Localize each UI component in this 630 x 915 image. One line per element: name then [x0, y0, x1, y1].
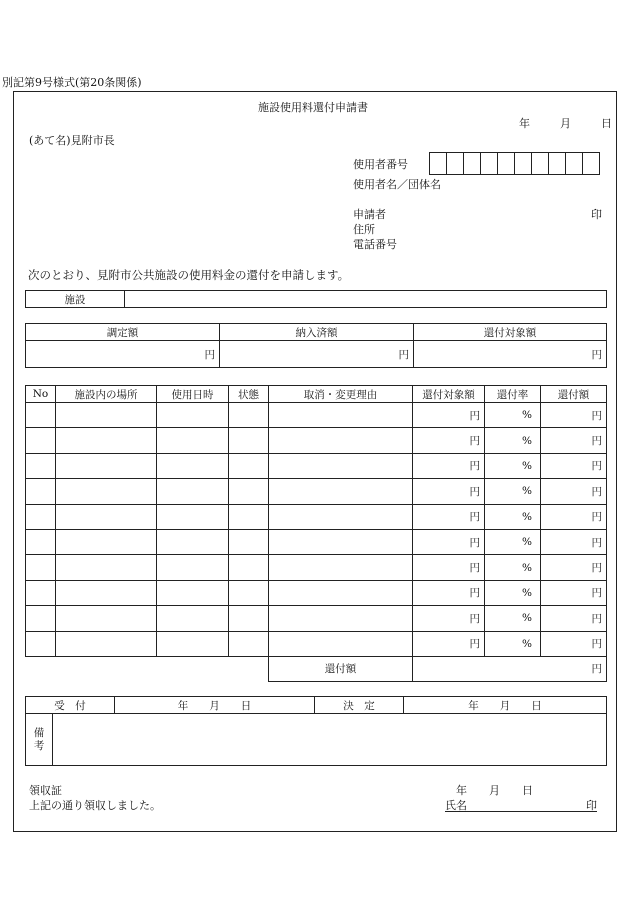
detail-refundable-cell[interactable] [413, 529, 485, 554]
detail-refund-cell[interactable] [541, 453, 607, 478]
applicant-label: 申請者 [353, 208, 386, 221]
detail-refund-cell[interactable] [541, 428, 607, 453]
decision-date[interactable]: 年 月 日 [404, 697, 607, 714]
detail-status-cell[interactable] [229, 479, 269, 504]
detail-refund-cell[interactable] [541, 555, 607, 580]
detail-refundable-cell[interactable] [413, 580, 485, 605]
detail-row [26, 631, 607, 656]
yen-unit: 円 [469, 485, 480, 498]
facility-label: 施設 [26, 291, 125, 308]
detail-rate-cell[interactable] [485, 428, 541, 453]
statement: 次のとおり、見附市公共施設の使用料金の還付を申請します。 [28, 268, 350, 282]
summary-header-assessed: 調定額 [26, 324, 220, 341]
detail-header-reason: 取消・変更理由 [269, 386, 413, 403]
yen-unit: 円 [469, 511, 480, 524]
detail-row [26, 453, 607, 478]
form-title: 施設使用料還付申請書 [258, 101, 368, 114]
detail-location-cell[interactable] [56, 606, 157, 631]
detail-header-refund: 還付額 [541, 386, 607, 403]
detail-status-cell[interactable] [229, 606, 269, 631]
yen-unit: 円 [591, 460, 602, 473]
detail-reason-cell[interactable] [269, 479, 413, 504]
yen-unit: 円 [469, 536, 480, 549]
detail-reason-cell[interactable] [269, 453, 413, 478]
detail-rate-cell[interactable] [485, 606, 541, 631]
detail-datetime-cell[interactable] [157, 428, 229, 453]
detail-location-cell[interactable] [56, 580, 157, 605]
detail-reason-cell[interactable] [269, 403, 413, 428]
detail-location-cell[interactable] [56, 428, 157, 453]
detail-rate-cell[interactable] [485, 555, 541, 580]
yen-unit: 円 [591, 435, 602, 448]
addressee: (あて名)見附市長 [29, 134, 115, 147]
detail-datetime-cell[interactable] [157, 403, 229, 428]
percent-unit: % [522, 561, 532, 574]
detail-row [26, 606, 607, 631]
summary-refundable-input[interactable] [414, 341, 607, 368]
detail-location-cell[interactable] [56, 529, 157, 554]
detail-refund-cell[interactable] [541, 479, 607, 504]
detail-refund-cell[interactable] [541, 403, 607, 428]
detail-no-cell[interactable] [26, 631, 56, 656]
user-number-digit[interactable] [464, 153, 481, 174]
detail-rate-cell[interactable] [485, 580, 541, 605]
summary-paid-input[interactable] [220, 341, 414, 368]
detail-refund-cell[interactable] [541, 606, 607, 631]
detail-header-refundable: 還付対象額 [413, 386, 485, 403]
detail-datetime-cell[interactable] [157, 631, 229, 656]
yen-unit: 円 [469, 562, 480, 575]
percent-unit: % [522, 586, 532, 599]
detail-rate-cell[interactable] [485, 504, 541, 529]
user-number-digit[interactable] [430, 153, 447, 174]
facility-table [25, 290, 607, 308]
percent-unit: % [522, 637, 532, 650]
detail-datetime-cell[interactable] [157, 606, 229, 631]
detail-refundable-cell[interactable] [413, 428, 485, 453]
summary-table [25, 323, 607, 368]
detail-location-cell[interactable] [56, 631, 157, 656]
detail-datetime-cell[interactable] [157, 555, 229, 580]
detail-refund-cell[interactable] [541, 580, 607, 605]
yen-unit: 円 [591, 536, 602, 549]
user-number-digit[interactable] [515, 153, 532, 174]
percent-unit: % [522, 510, 532, 523]
detail-rate-cell[interactable] [485, 453, 541, 478]
detail-refund-cell[interactable] [541, 529, 607, 554]
receipt-date: 年 月 日 [456, 784, 533, 797]
user-number-digit[interactable] [447, 153, 464, 174]
detail-status-cell[interactable] [229, 453, 269, 478]
detail-refundable-cell[interactable] [413, 403, 485, 428]
detail-no-cell[interactable] [26, 606, 56, 631]
detail-header-no: No [26, 386, 56, 403]
detail-no-cell[interactable] [26, 479, 56, 504]
receipt-title: 領収証 [29, 784, 62, 797]
user-name-label: 使用者名／団体名 [353, 178, 441, 191]
detail-no-cell[interactable] [26, 555, 56, 580]
yen-unit: 円 [591, 638, 602, 651]
detail-row [26, 580, 607, 605]
detail-reason-cell[interactable] [269, 504, 413, 529]
detail-status-cell[interactable] [229, 403, 269, 428]
detail-refundable-cell[interactable] [413, 555, 485, 580]
detail-refund-cell[interactable] [541, 504, 607, 529]
detail-status-cell[interactable] [229, 555, 269, 580]
yen-unit: 円 [469, 612, 480, 625]
total-refund-label: 還付額 [269, 656, 413, 681]
yen-unit: 円 [591, 485, 602, 498]
summary-assessed-input[interactable] [26, 341, 220, 368]
percent-unit: % [522, 409, 532, 422]
detail-no-cell[interactable] [26, 504, 56, 529]
percent-unit: % [522, 536, 532, 549]
decision-label: 決 定 [315, 697, 404, 714]
detail-row [26, 504, 607, 529]
detail-no-cell[interactable] [26, 403, 56, 428]
facility-input[interactable] [125, 291, 607, 308]
detail-status-cell[interactable] [229, 504, 269, 529]
date-month: 月 [560, 117, 571, 130]
yen-unit: 円 [469, 460, 480, 473]
detail-location-cell[interactable] [56, 504, 157, 529]
user-number-digit[interactable] [566, 153, 583, 174]
detail-location-cell[interactable] [56, 555, 157, 580]
detail-no-cell[interactable] [26, 453, 56, 478]
received-date[interactable]: 年 月 日 [115, 697, 315, 714]
date-year: 年 [519, 117, 530, 130]
detail-no-cell[interactable] [26, 428, 56, 453]
detail-datetime-cell[interactable] [157, 453, 229, 478]
detail-table [25, 385, 607, 682]
detail-no-cell[interactable] [26, 580, 56, 605]
detail-header-datetime: 使用日時 [157, 386, 229, 403]
detail-status-cell[interactable] [229, 580, 269, 605]
receipt-text: 上記の通り領収しました。 [29, 799, 161, 812]
detail-row [26, 529, 607, 554]
detail-header-status: 状態 [229, 386, 269, 403]
detail-refundable-cell[interactable] [413, 453, 485, 478]
yen-unit: 円 [204, 348, 215, 361]
receipt-seal: 印 [586, 799, 597, 812]
applicant-seal: 印 [591, 208, 602, 221]
detail-refundable-cell[interactable] [413, 606, 485, 631]
percent-unit: % [522, 459, 532, 472]
detail-row [26, 428, 607, 453]
yen-unit: 円 [469, 409, 480, 422]
remarks-label: 備考 [26, 714, 53, 766]
detail-rate-cell[interactable] [485, 403, 541, 428]
receipt-decision-table [25, 696, 607, 766]
user-number-digit[interactable] [549, 153, 566, 174]
form-reference: 別記第9号様式(第20条関係) [2, 76, 142, 89]
user-number-field[interactable] [429, 152, 600, 175]
yen-unit: 円 [591, 663, 602, 676]
address-label: 住所 [353, 223, 375, 236]
date-day: 日 [601, 117, 612, 130]
detail-reason-cell[interactable] [269, 606, 413, 631]
detail-row [26, 479, 607, 504]
detail-rate-cell[interactable] [485, 529, 541, 554]
user-number-digit[interactable] [583, 153, 599, 174]
user-number-digit[interactable] [481, 153, 498, 174]
header-date [519, 115, 612, 131]
detail-header-location: 施設内の場所 [56, 386, 157, 403]
detail-row [26, 555, 607, 580]
yen-unit: 円 [469, 435, 480, 448]
yen-unit: 円 [591, 562, 602, 575]
percent-unit: % [522, 434, 532, 447]
yen-unit: 円 [469, 587, 480, 600]
received-label: 受 付 [26, 697, 115, 714]
detail-reason-cell[interactable] [269, 529, 413, 554]
detail-refundable-cell[interactable] [413, 504, 485, 529]
detail-location-cell[interactable] [56, 453, 157, 478]
detail-refundable-cell[interactable] [413, 479, 485, 504]
detail-reason-cell[interactable] [269, 555, 413, 580]
detail-rate-cell[interactable] [485, 631, 541, 656]
percent-unit: % [522, 485, 532, 498]
detail-rate-cell[interactable] [485, 479, 541, 504]
detail-refund-cell[interactable] [541, 631, 607, 656]
detail-refundable-cell[interactable] [413, 631, 485, 656]
yen-unit: 円 [398, 348, 409, 361]
user-number-digit[interactable] [498, 153, 515, 174]
user-number-digit[interactable] [532, 153, 549, 174]
detail-datetime-cell[interactable] [157, 580, 229, 605]
detail-status-cell[interactable] [229, 529, 269, 554]
yen-unit: 円 [591, 587, 602, 600]
detail-status-cell[interactable] [229, 631, 269, 656]
yen-unit: 円 [591, 511, 602, 524]
detail-no-cell[interactable] [26, 529, 56, 554]
detail-location-cell[interactable] [56, 403, 157, 428]
summary-header-paid: 納入済額 [220, 324, 414, 341]
remarks-input[interactable] [53, 714, 607, 766]
name-label: 氏名 [445, 799, 467, 812]
detail-row [26, 403, 607, 428]
yen-unit: 円 [591, 409, 602, 422]
user-number-label: 使用者番号 [353, 158, 408, 171]
yen-unit: 円 [591, 348, 602, 361]
percent-unit: % [522, 612, 532, 625]
yen-unit: 円 [469, 638, 480, 651]
receipt-name-line[interactable] [445, 797, 597, 812]
phone-label: 電話番号 [353, 238, 397, 251]
yen-unit: 円 [591, 612, 602, 625]
detail-location-cell[interactable] [56, 479, 157, 504]
detail-reason-cell[interactable] [269, 580, 413, 605]
detail-reason-cell[interactable] [269, 631, 413, 656]
detail-status-cell[interactable] [229, 428, 269, 453]
summary-header-refundable: 還付対象額 [414, 324, 607, 341]
detail-header-rate: 還付率 [485, 386, 541, 403]
detail-datetime-cell[interactable] [157, 479, 229, 504]
detail-datetime-cell[interactable] [157, 504, 229, 529]
detail-reason-cell[interactable] [269, 428, 413, 453]
total-refund-input[interactable] [413, 656, 607, 681]
detail-datetime-cell[interactable] [157, 529, 229, 554]
